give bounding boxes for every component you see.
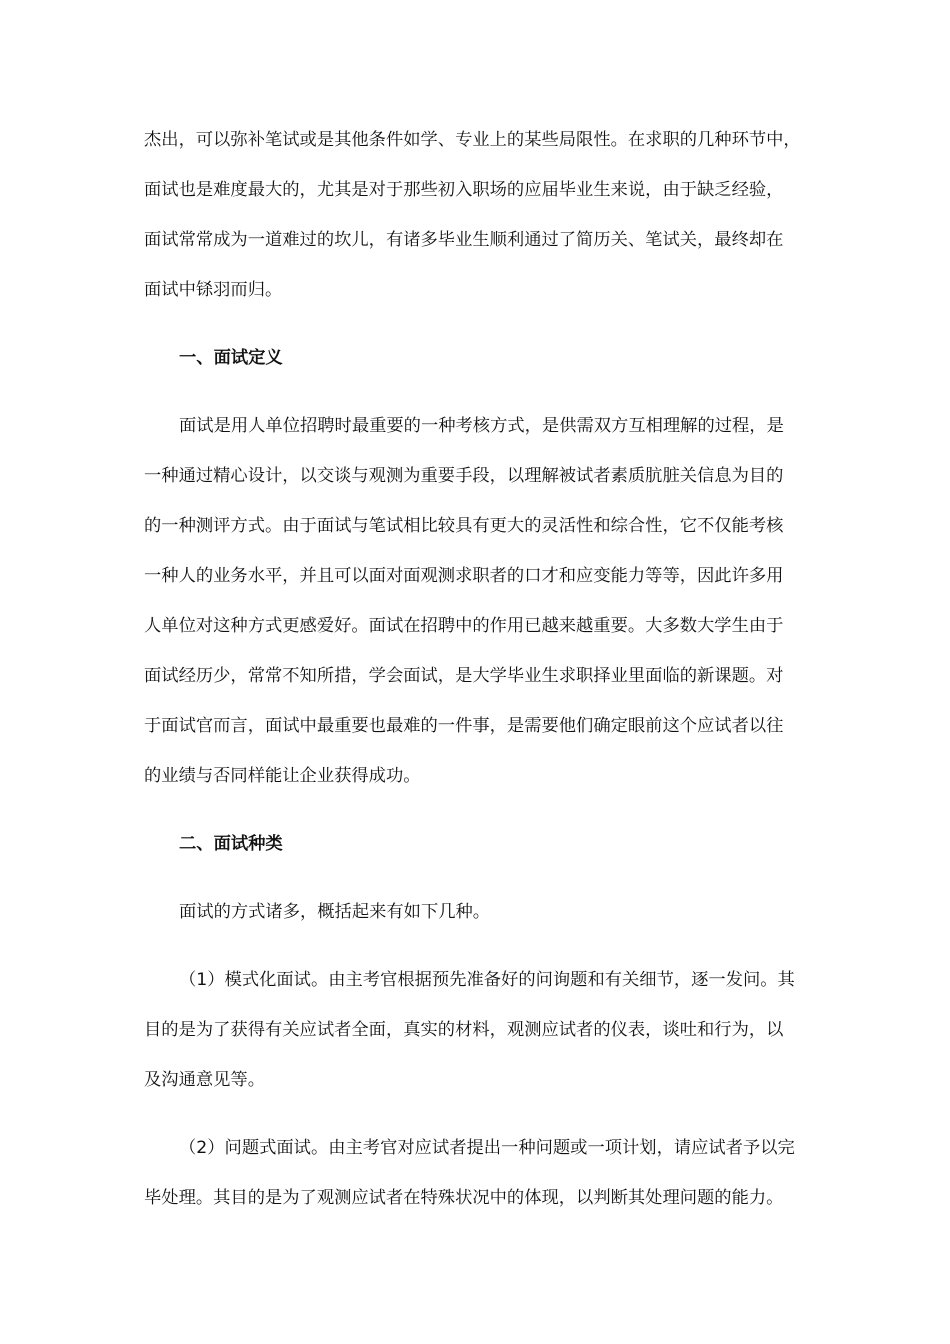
definition-line-4: 一种人的业务水平，并且可以面对面观测求职者的口才和应变能力等等，因此许多用 — [144, 566, 784, 586]
definition-line-7: 于面试官而言，面试中最重要也最难的一件事，是需要他们确定眼前这个应试者以往 — [144, 716, 784, 736]
item1-line-3: 及沟通意见等。 — [144, 1070, 265, 1090]
document-body — [144, 122, 806, 1230]
section-gap — [144, 808, 806, 826]
section-gap — [144, 944, 806, 962]
item2-line-2: 毕处理。其目的是为了观测应试者在特殊状况中的体现，以判断其处理问题的能力。 — [144, 1188, 784, 1208]
definition-line-3: 的一种测评方式。由于面试与笔试相比较具有更大的灵活性和综合性，它不仅能考核 — [144, 516, 784, 536]
section-gap — [144, 322, 806, 340]
section-gap — [144, 390, 806, 408]
definition-line-6: 面试经历少，常常不知所措，学会面试，是大学毕业生求职择业里面临的新课题。对 — [144, 666, 784, 686]
definition-line-8: 的业绩与否同样能让企业获得成功。 — [144, 766, 421, 786]
item2-line-1: （2）问题式面试。由主考官对应试者提出一种问题或一项计划，请应试者予以完 — [179, 1138, 795, 1158]
section-heading-definition: 一、面试定义 — [179, 348, 283, 368]
definition-line-5: 人单位对这种方式更感爱好。面试在招聘中的作用已越来越重要。大多数大学生由于 — [144, 616, 784, 636]
section-gap — [144, 1112, 806, 1130]
definition-line-2: 一种通过精心设计，以交谈与观测为重要手段，以理解被试者素质肮脏关信息为目的 — [144, 466, 784, 486]
types-intro: 面试的方式诸多，概括起来有如下几种。 — [179, 902, 491, 922]
intro-line-3: 面试常常成为一道难过的坎儿，有诸多毕业生顺利通过了简历关、笔试关，最终却在 — [144, 230, 784, 250]
item1-line-2: 目的是为了获得有关应试者全面，真实的材料，观测应试者的仪表，谈吐和行为，以 — [144, 1020, 784, 1040]
item1-line-1: （1）模式化面试。由主考官根据预先准备好的问询题和有关细节，逐一发问。其 — [179, 970, 795, 990]
definition-line-1: 面试是用人单位招聘时最重要的一种考核方式，是供需双方互相理解的过程，是 — [179, 416, 784, 436]
intro-line-1: 杰出，可以弥补笔试或是其他条件如学、专业上的某些局限性。在求职的几种环节中， — [144, 130, 801, 150]
intro-line-2: 面试也是难度最大的，尤其是对于那些初入职场的应届毕业生来说，由于缺乏经验， — [144, 180, 784, 200]
section-heading-types: 二、面试种类 — [179, 834, 283, 854]
intro-line-4: 面试中铩羽而归。 — [144, 280, 283, 300]
section-gap — [144, 876, 806, 894]
